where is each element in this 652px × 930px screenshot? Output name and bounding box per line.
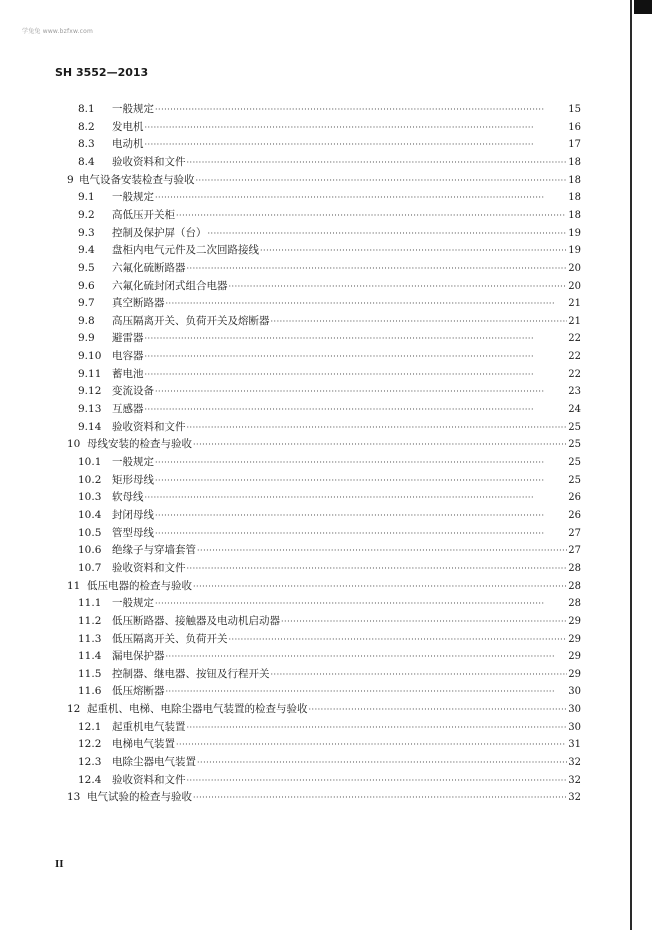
toc-entry-page: 23 — [568, 386, 581, 398]
toc-entry-number: 9.5 — [78, 261, 95, 274]
toc-section-entry — [78, 755, 581, 769]
standard-code: SH 3552—2013 — [55, 66, 149, 79]
toc-entry-number: 12.2 — [78, 738, 102, 751]
toc-section-entry — [78, 296, 581, 310]
toc-entry-number: 10 — [67, 438, 81, 451]
toc-leader-dots — [208, 227, 568, 241]
toc-entry-page: 25 — [568, 421, 581, 433]
toc-leader-dots — [197, 756, 567, 770]
toc-section-entry — [78, 420, 581, 434]
toc-leader-dots — [155, 456, 567, 470]
toc-entry-title: 软母线 — [112, 491, 144, 504]
toc-chapter-entry — [67, 437, 581, 451]
toc-section-entry — [78, 208, 581, 222]
toc-leader-dots — [166, 650, 568, 664]
toc-entry-title: 控制器、继电器、按钮及行程开关 — [112, 667, 270, 680]
toc-leader-dots — [155, 474, 567, 488]
toc-entry-title: 互感器 — [112, 403, 144, 416]
page-edge-rule — [630, 0, 632, 930]
toc-section-entry — [78, 102, 581, 116]
toc-entry-title: 电梯电气装置 — [112, 738, 175, 751]
toc-leader-dots — [271, 668, 568, 682]
toc-entry-title: 发电机 — [112, 120, 144, 133]
toc-section-entry — [78, 279, 581, 293]
toc-leader-dots — [197, 544, 567, 558]
toc-leader-dots — [166, 297, 568, 311]
toc-entry-page: 17 — [568, 139, 581, 151]
corner-mark — [634, 0, 652, 14]
toc-entry-title: 蓄电池 — [112, 367, 144, 380]
toc-section-entry — [78, 561, 581, 575]
toc-entry-title: 避雷器 — [112, 332, 144, 345]
toc-section-entry — [78, 684, 581, 698]
toc-leader-dots — [166, 685, 568, 699]
toc-entry-page: 24 — [568, 404, 581, 416]
toc-leader-dots — [187, 421, 568, 435]
toc-entry-title: 低压熔断器 — [112, 685, 165, 698]
toc-entry-page: 28 — [568, 598, 581, 610]
toc-leader-dots — [187, 774, 568, 788]
toc-leader-dots — [176, 738, 567, 752]
toc-section-entry — [78, 155, 581, 169]
toc-entry-title: 一般规定 — [112, 103, 154, 115]
toc-entry-page: 30 — [568, 704, 581, 716]
toc-chapter-entry — [67, 579, 581, 593]
toc-entry-title: 低压隔离开关、负荷开关 — [112, 632, 228, 645]
toc-entry-title: 验收资料和文件 — [112, 420, 186, 433]
toc-entry-number: 12 — [67, 703, 81, 716]
toc-entry-page: 27 — [568, 527, 581, 539]
toc-entry-number: 9.12 — [78, 385, 102, 398]
toc-leader-dots — [193, 580, 567, 594]
toc-leader-dots — [196, 174, 568, 188]
toc-leader-dots — [281, 615, 567, 629]
toc-entry-number: 9 — [67, 173, 74, 186]
toc-section-entry — [78, 243, 581, 257]
toc-section-entry — [78, 402, 581, 416]
toc-entry-page: 32 — [568, 774, 581, 786]
toc-leader-dots — [145, 332, 568, 346]
toc-chapter-entry — [67, 702, 581, 716]
toc-leader-dots — [260, 244, 567, 258]
toc-entry-title: 绝缘子与穿墙套管 — [112, 544, 196, 557]
toc-leader-dots — [309, 703, 568, 717]
toc-entry-page: 25 — [568, 457, 581, 468]
toc-leader-dots — [145, 350, 568, 364]
toc-entry-title: 六氟化硫封闭式组合电器 — [112, 279, 228, 292]
toc-entry-number: 11.4 — [78, 650, 102, 663]
toc-entry-title: 电气试验的检查与验收 — [87, 791, 192, 804]
toc-entry-page: 30 — [568, 686, 581, 698]
toc-entry-page: 22 — [568, 368, 581, 380]
toc-entry-page: 27 — [568, 545, 581, 557]
toc-entry-page: 32 — [568, 757, 581, 769]
toc-entry-number: 11.5 — [78, 667, 102, 680]
toc-leader-dots — [145, 121, 568, 135]
toc-section-entry — [78, 649, 581, 663]
toc-leader-dots — [145, 403, 568, 417]
toc-entry-page: 21 — [568, 315, 581, 327]
toc-entry-number: 10.5 — [78, 526, 102, 539]
toc-entry-number: 11.2 — [78, 614, 102, 627]
toc-entry-number: 9.13 — [78, 403, 102, 416]
toc-entry-title: 变流设备 — [112, 385, 154, 398]
toc-entry-number: 12.3 — [78, 756, 102, 769]
toc-chapter-entry — [67, 173, 581, 187]
toc-section-entry — [78, 349, 581, 363]
toc-leader-dots — [145, 491, 568, 505]
toc-section-entry — [78, 455, 581, 469]
toc-section-entry — [78, 773, 581, 787]
toc-entry-number: 10.1 — [78, 456, 102, 468]
toc-section-entry — [78, 314, 581, 328]
toc-leader-dots — [229, 280, 568, 294]
toc-entry-title: 验收资料和文件 — [112, 561, 186, 574]
toc-leader-dots — [155, 385, 567, 399]
toc-entry-number: 8.4 — [78, 155, 95, 168]
toc-section-entry — [78, 526, 581, 540]
toc-entry-title: 起重机、电梯、电除尘器电气装置的检查与验收 — [87, 703, 308, 716]
toc-leader-dots — [193, 438, 567, 452]
toc-entry-title: 六氟化硫断路器 — [112, 261, 186, 274]
toc-entry-page: 32 — [568, 792, 581, 804]
toc-section-entry — [78, 473, 581, 487]
toc-entry-number: 9.10 — [78, 350, 102, 363]
toc-section-entry — [78, 543, 581, 557]
toc-entry-page: 30 — [568, 721, 581, 733]
toc-entry-page: 28 — [568, 562, 581, 574]
toc-entry-number: 9.2 — [78, 208, 95, 221]
toc-entry-title: 一般规定 — [112, 597, 154, 610]
toc-entry-number: 11.6 — [78, 685, 102, 698]
toc-section-entry — [78, 331, 581, 345]
toc-leader-dots — [155, 191, 567, 205]
toc-entry-title: 控制及保护屏（台） — [112, 226, 207, 239]
toc-entry-title: 低压电器的检查与验收 — [87, 579, 192, 592]
toc-entry-title: 高压隔离开关、负荷开关及熔断器 — [112, 314, 270, 327]
toc-entry-page: 26 — [568, 492, 581, 504]
toc-entry-number: 9.3 — [78, 226, 95, 239]
toc-entry-page: 19 — [568, 245, 581, 257]
toc-entry-number: 9.6 — [78, 279, 95, 292]
toc-entry-page: 20 — [568, 262, 581, 274]
toc-leader-dots — [145, 138, 568, 152]
toc-leader-dots — [187, 156, 568, 170]
toc-entry-page: 22 — [568, 351, 581, 363]
toc-entry-number: 12.4 — [78, 773, 102, 786]
toc-entry-page: 29 — [568, 615, 581, 627]
toc-entry-number: 10.4 — [78, 508, 102, 521]
toc-entry-number: 11 — [67, 579, 81, 592]
toc-entry-title: 电除尘器电气装置 — [112, 756, 196, 769]
toc-entry-title: 电动机 — [112, 138, 144, 151]
toc-entry-number: 9.7 — [78, 297, 95, 310]
toc-entry-page: 18 — [568, 192, 581, 204]
toc-leader-dots — [187, 262, 568, 276]
toc-entry-number: 10.2 — [78, 473, 102, 486]
toc-chapter-entry — [67, 790, 581, 804]
toc-section-entry — [78, 367, 581, 381]
toc-section-entry — [78, 137, 581, 151]
toc-leader-dots — [271, 315, 568, 329]
toc-entry-number: 9.9 — [78, 332, 95, 345]
toc-entry-page: 26 — [568, 509, 581, 521]
toc-leader-dots — [187, 721, 568, 735]
toc-entry-number: 9.14 — [78, 420, 102, 433]
toc-leader-dots — [187, 562, 568, 576]
toc-section-entry — [78, 261, 581, 275]
toc-entry-title: 母线安装的检查与验收 — [87, 438, 192, 451]
toc-entry-title: 高低压开关柜 — [112, 208, 175, 221]
toc-entry-number: 8.1 — [78, 103, 95, 115]
toc-entry-title: 盘柜内电气元件及二次回路接线 — [112, 244, 259, 257]
toc-section-entry — [78, 614, 581, 628]
toc-entry-title: 漏电保护器 — [112, 650, 165, 663]
toc-entry-number: 10.3 — [78, 491, 102, 504]
toc-entry-title: 一般规定 — [112, 456, 154, 468]
toc-entry-title: 电气设备安装检查与验收 — [79, 173, 195, 186]
toc-entry-number: 10.6 — [78, 544, 102, 557]
toc-section-entry — [78, 490, 581, 504]
toc-entry-page: 16 — [568, 121, 581, 133]
toc-section-entry — [78, 596, 581, 610]
toc-entry-page: 29 — [568, 633, 581, 645]
toc-entry-page: 29 — [568, 651, 581, 663]
toc-entry-title: 矩形母线 — [112, 473, 154, 486]
toc-entry-number: 8.3 — [78, 138, 95, 151]
toc-entry-page: 28 — [568, 580, 581, 592]
toc-leader-dots — [193, 791, 567, 805]
toc-entry-title: 真空断路器 — [112, 297, 165, 310]
toc-entry-page: 20 — [568, 280, 581, 292]
watermark: 学兔兔 www.bzfxw.com — [22, 28, 94, 35]
toc-leader-dots — [176, 209, 567, 223]
toc-entry-title: 起重机电气装置 — [112, 720, 186, 733]
toc-leader-dots — [155, 103, 567, 117]
toc-entry-page: 22 — [568, 333, 581, 345]
toc-entry-page: 29 — [568, 668, 581, 680]
toc-entry-number: 11.1 — [78, 597, 102, 610]
toc-entry-title: 验收资料和文件 — [112, 155, 186, 168]
toc-entry-page: 18 — [568, 156, 581, 168]
toc-section-entry — [78, 190, 581, 204]
toc-entry-title: 管型母线 — [112, 526, 154, 539]
toc-entry-number: 12.1 — [78, 720, 102, 733]
toc-entry-title: 验收资料和文件 — [112, 773, 186, 786]
toc-entry-page: 18 — [568, 174, 581, 186]
toc-leader-dots — [155, 597, 567, 611]
toc-leader-dots — [155, 527, 567, 541]
toc-entry-number: 8.2 — [78, 120, 95, 133]
toc-entry-page: 21 — [568, 298, 581, 310]
toc-entry-number: 10.7 — [78, 561, 102, 574]
toc-entry-number: 9.8 — [78, 314, 95, 327]
toc-entry-page: 18 — [568, 209, 581, 221]
toc-entry-page: 25 — [568, 474, 581, 486]
toc-section-entry — [78, 632, 581, 646]
toc-entry-title: 封闭母线 — [112, 508, 154, 521]
page-number: II — [55, 858, 64, 870]
toc-leader-dots — [145, 368, 568, 382]
toc-entry-page: 25 — [568, 439, 581, 451]
toc-section-entry — [78, 120, 581, 134]
toc-leader-dots — [229, 633, 568, 647]
toc-entry-number: 9.11 — [78, 367, 102, 380]
toc-section-entry — [78, 226, 581, 240]
toc-entry-number: 9.4 — [78, 244, 95, 257]
toc-entry-title: 一般规定 — [112, 191, 154, 204]
toc-leader-dots — [155, 509, 567, 523]
toc-entry-page: 31 — [568, 739, 581, 751]
toc-entry-number: 13 — [67, 791, 81, 804]
toc-section-entry — [78, 720, 581, 734]
toc-entry-title: 低压断路器、接触器及电动机启动器 — [112, 614, 280, 627]
toc-section-entry — [78, 384, 581, 398]
toc-section-entry — [78, 737, 581, 751]
toc-entry-number: 11.3 — [78, 632, 102, 645]
toc-section-entry — [78, 667, 581, 681]
toc-entry-number: 9.1 — [78, 191, 95, 204]
toc-entry-title: 电容器 — [112, 350, 144, 363]
toc-entry-page: 19 — [568, 227, 581, 239]
toc-entry-page: 15 — [568, 104, 581, 115]
toc-section-entry — [78, 508, 581, 522]
